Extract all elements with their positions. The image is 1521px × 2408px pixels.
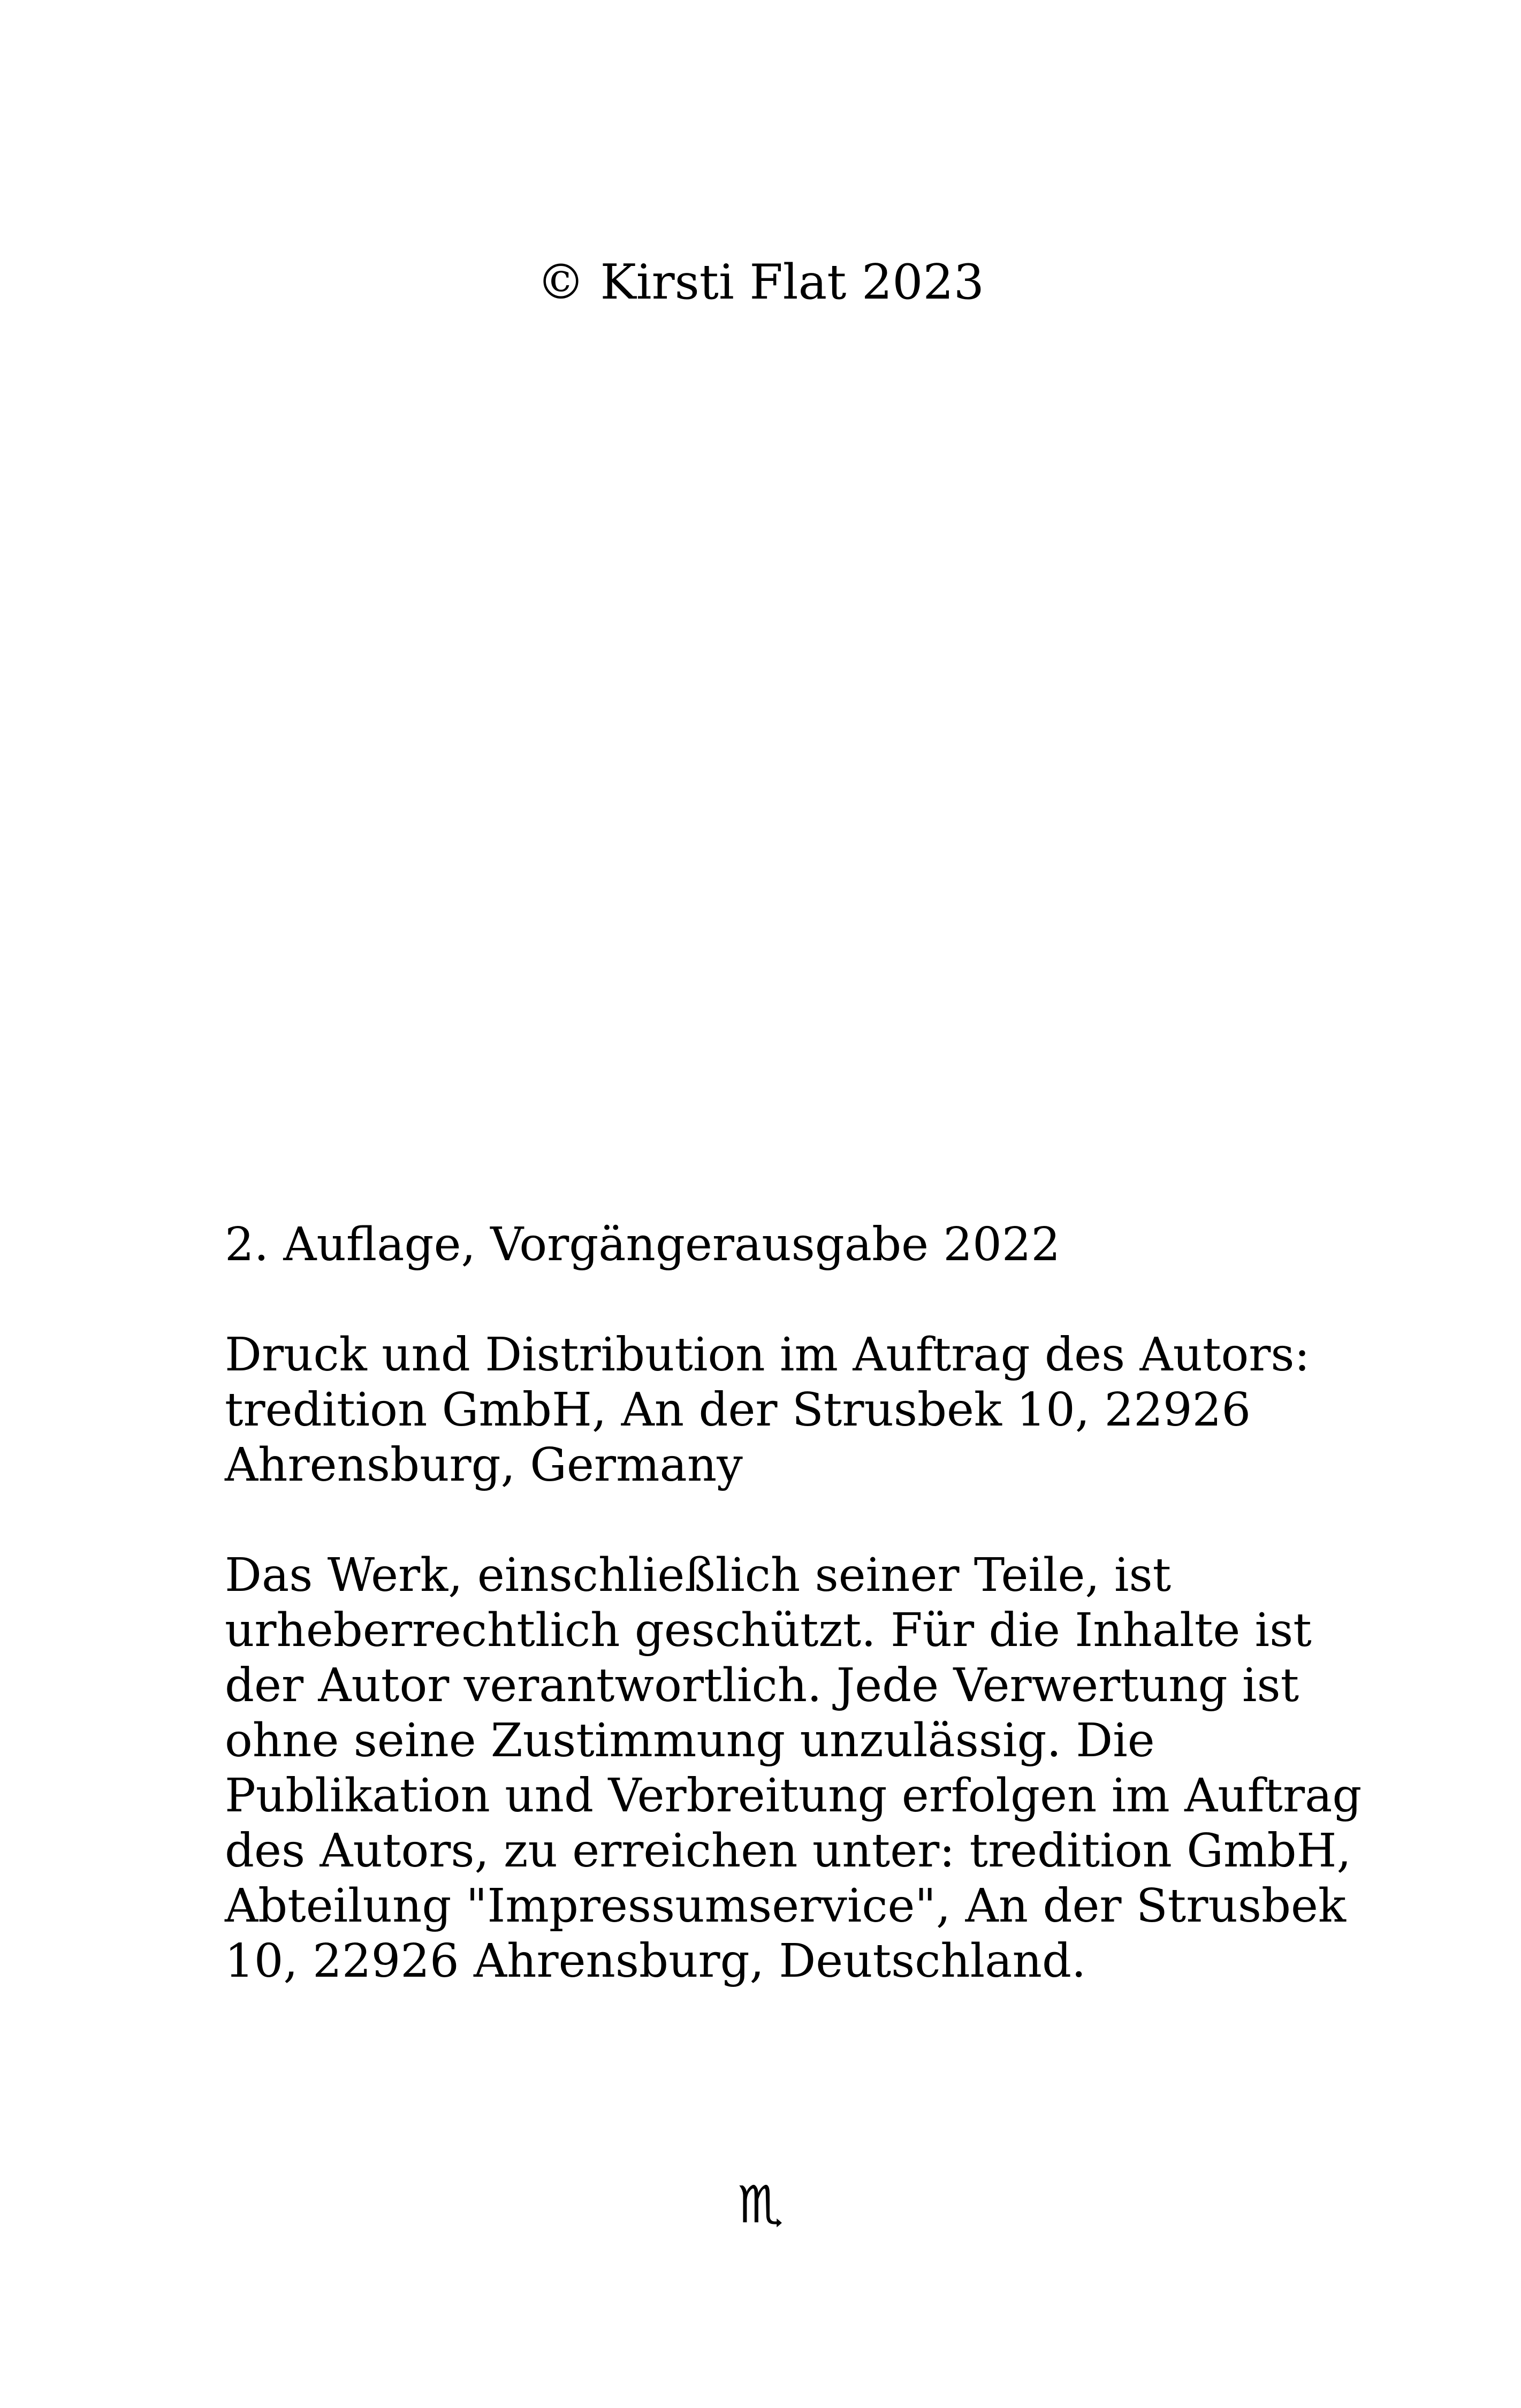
legal-notice-line: des Autors, zu erreichen unter: tredition GmbH, — [225, 1824, 1351, 1878]
imprint-block — [225, 1217, 1429, 1989]
legal-notice-line: Abteilung "Impressumservice", An der Strusbek — [225, 1879, 1347, 1933]
legal-notice-line: Das Werk, einschließlich seiner Teile, ist — [225, 1549, 1172, 1602]
edition-note: 2. Auflage, Vorgängerausgabe 2022 — [225, 1218, 1061, 1271]
legal-notice-line: der Autor verantwortlich. Jede Verwertung ist — [225, 1659, 1299, 1712]
copyright-notice: © Kirsti Flat 2023 — [536, 254, 985, 310]
legal-notice-line: 10, 22926 Ahrensburg, Deutschland. — [225, 1934, 1086, 1988]
scorpio-symbol-icon: ♏ — [737, 2175, 784, 2235]
legal-notice — [225, 1548, 1429, 1989]
print-distribution-line: Druck und Distribution im Auftrag des Autors: — [225, 1328, 1310, 1382]
print-distribution-line: tredition GmbH, An der Strusbek 10, 22926 — [225, 1383, 1251, 1437]
print-distribution-notice — [225, 1328, 1429, 1493]
legal-notice-line: ohne seine Zustimmung unzulässig. Die — [225, 1714, 1155, 1767]
print-distribution-line: Ahrensburg, Germany — [225, 1438, 743, 1492]
legal-notice-line: Publikation und Verbreitung erfolgen im Auftrag — [225, 1769, 1362, 1823]
legal-notice-line: urheberrechtlich geschützt. Für die Inhalte ist — [225, 1604, 1312, 1657]
